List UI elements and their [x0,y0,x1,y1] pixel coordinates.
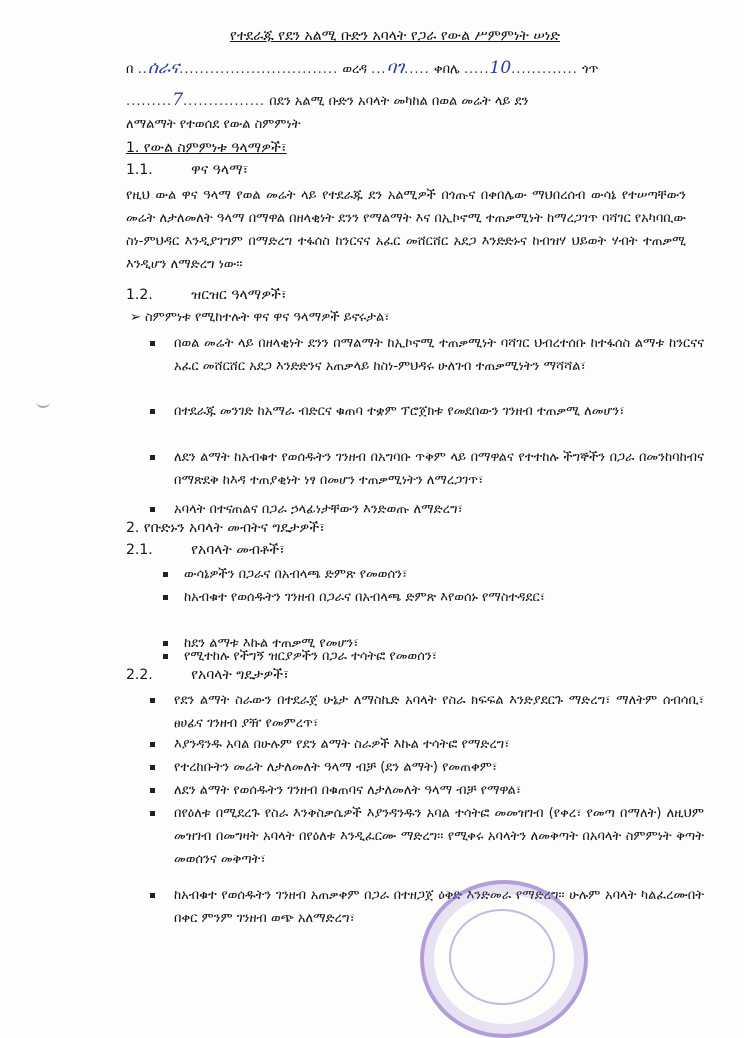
section12-lead-text: ስምምነቱ የሚከተሉት ዋና ዋና ዓላማዎች ይኖሩታል፣ [145,310,390,325]
section11-title: ዋና ዓላማ፣ [191,162,249,178]
list-item: ውሳኔዎችን በጋራና በአብላጫ ድምጽ የመወሰን፣ [184,567,408,582]
list-item: ከአብቁተ የወሰዱትን ገንዘብ በጋራና በአብላጫ ድምጽ እየወሰኑ የማስተዳደር፣ [184,590,546,605]
bullet-icon [150,698,155,703]
wereda-label: ወረዳ [342,62,367,77]
section21-heading [126,542,285,558]
kebele-number-value: 10 [489,58,512,78]
bullet-icon [163,654,168,659]
list-item: ለደን ልማት የወሰዱትን ገንዘብ በቁጠባና ለታለመለት ዓላማ ብቻ የማዋል፣ [174,783,522,798]
section11-heading [126,162,248,178]
bullet-icon [163,641,168,646]
bullet-icon [150,341,155,346]
bullet-icon [150,765,155,770]
list-item: ከአብቁተ የወሰዱትን ገንዘብ አጠቃቀም በጋራ በተዘጋጀ ዕቅድ እንድመራ የማድረግ፡፡ ሁሉም አባላት ካልፈረሙበት በቀር ምንም ገንዘብ ወጭ አለማድረግ፣ [174,888,704,926]
section21-number: 2.1. [126,542,153,558]
bullet-icon [150,409,155,414]
stamp-inner-ring [449,909,555,1005]
kebele-prefix-label: በ [126,62,134,77]
kebele-value: ሰራና [147,58,180,78]
list-item: ከደን ልማቱ እኩል ተጠቃሚ የመሆን፣ [184,636,359,651]
section12-number: 1.2. [126,287,153,303]
header-fields: በ ..ሰራና............................... ወረዳ ...ባገ..... ቀበሌ .....10............. ጎጥ [126,58,599,78]
list-item: አባላት በተናጠልና በጋራ ኃላፊነታቸውን እንድወጡ ለማድረግ፣ [174,502,463,517]
intro-line-2: ለማልማት የተወሰደ የውል ስምምነት [126,117,301,132]
bullet-icon [150,455,155,460]
kebele-number-label: ቀበሌ [433,62,460,77]
arrow-bullet-icon: ➢ [130,310,141,325]
section12-heading [126,287,287,303]
section1-heading: 1. የውል ስምምነቱ ዓላማዎች፣ [126,140,287,156]
section2-heading: 2. የቡድኑን አባላት መብትና ግዴታዎች፣ [126,520,325,536]
bullet-icon [163,572,168,577]
section12-title: ዝርዝር ዓላማዎች፣ [191,287,287,303]
got-value: 7 [172,90,184,110]
bullet-icon [150,742,155,747]
section11-paragraph: የዚህ ውል ዋና ዓላማ የወል መሬት ላይ የተደራጁ ደን አልሚዎች በጎጡና በቀበሌው ማህበረሰብ ውሳኔ የተሠጣቸውን መሬት ለታለመለት ዓላማ በማዋል በዘላቂነት ደንን የማልማት እና በኢኮኖሚ ተጠቃሚነት ከማረጋገጥ ባሻገር የአካባቢው ስነ-ምህዳር እንዲያገግም በማድረግ ተፋሰስ ከንርናና አፈር መሸርሸር አደጋ እንድድኑና ከብዝሃ ህይወት ሃብት ተጠቃሚ እንዲሆን ለማድረግ ነው። [126,188,686,272]
intro-text: በደን አልሚ ቡድን አባላት መካከል በወል መሬት ላይ ደን [269,94,529,109]
bullet-icon [163,595,168,600]
list-item: የተረከቡትን መሬት ለታለመለት ዓላማ ብቻ (ደን ልማት) የመጠቀም፣ [174,760,498,775]
section11-number: 1.1. [126,162,153,178]
list-item: እያንዳንዱ አባል በሁሉም የደን ልማት ስራዎች እኩል ተሳትፎ የማድረግ፣ [174,737,510,752]
intro-line: .........7................ በደን አልሚ ቡድን አባላት መካከል በወል መሬት ላይ ደን [126,90,529,110]
got-label: ጎጥ [582,62,599,77]
section22-heading [126,667,289,683]
document-title: የተደራጁ የደን አልሚ ቡድን አባላት የጋራ የውል ሥምምነት ሠነድ [230,28,560,44]
section21-title: የአባላት መብቶች፣ [191,542,285,558]
list-item: በወል መሬት ላይ በዘላቂነት ደንን በማልማት ከኢኮኖሚ ተጠቃሚነት ባሻገር ህብረተሰቡ ከተፋሰስ ልማቱ ከንርናና አፈር መሸርሸር አደጋ እንድድንና አጠቃላይ ከስነ-ምህዳሩ ሁለገብ ተጠቃሚነትን ማሻሻል፣ [174,336,704,374]
bullet-icon [150,507,155,512]
scan-mark [36,396,50,408]
bullet-icon [150,788,155,793]
wereda-value: ባገ [386,58,405,78]
section22-number: 2.2. [126,667,153,683]
section12-lead [130,310,390,325]
list-item: ለደን ልማት ከአብቁተ የወሰዱትን ገንዘብ በአግባቡ ጥቅም ላይ በማዋልና የተተከሉ ችግኞችን በጋራ በመንከባከብና በማጽደቅ ከእዳ ተጠያቂነት ነፃ በመሆን ተጠቃሚነትን ለማረጋገጥ፣ [174,450,704,488]
official-stamp [420,880,588,1038]
list-item: በየዕለቱ በሚደረጉ የስራ እንቅስቃሴዎች እያንዳንዱን አባል ተሳትፎ መመዝገብ (የቀረ፣ የመጣ በማለት) ለዚህም መዝገብ በመግዛት አባላት በየዕለቱ እንዲፈርሙ ማድረግ፡፡ የሚቀሩ አባላትን ለመቅጣት በአባላት ስምምነት ቅጣት መወሰንና መቅጣት፣ [174,806,704,867]
bullet-icon [150,811,155,816]
list-item: የሚተከሉ የችግኝ ዝርያዎችን በጋራ ተሳትፎ የመወሰን፣ [184,649,437,664]
section22-title: የአባላት ግዴታዎች፣ [191,667,289,683]
bullet-icon [150,893,155,898]
list-item: የደን ልማት ስራውን በተደራጀ ሁኔታ ለማስኬድ አባላት የስራ ክፍፍል እንድያደርጉ ማድረግ፣ ማለትም ሰብሳቢ፣ ፀሀፊና ገንዘብ ያዥ የመምረጥ፣ [174,693,704,731]
list-item: በተደራጁ መንገድ ከአማራ ብድርና ቁጠባ ተቋም ፕሮጀክቱ የመደበውን ገንዘብ ተጠቃሚ ለመሆን፣ [174,404,625,419]
